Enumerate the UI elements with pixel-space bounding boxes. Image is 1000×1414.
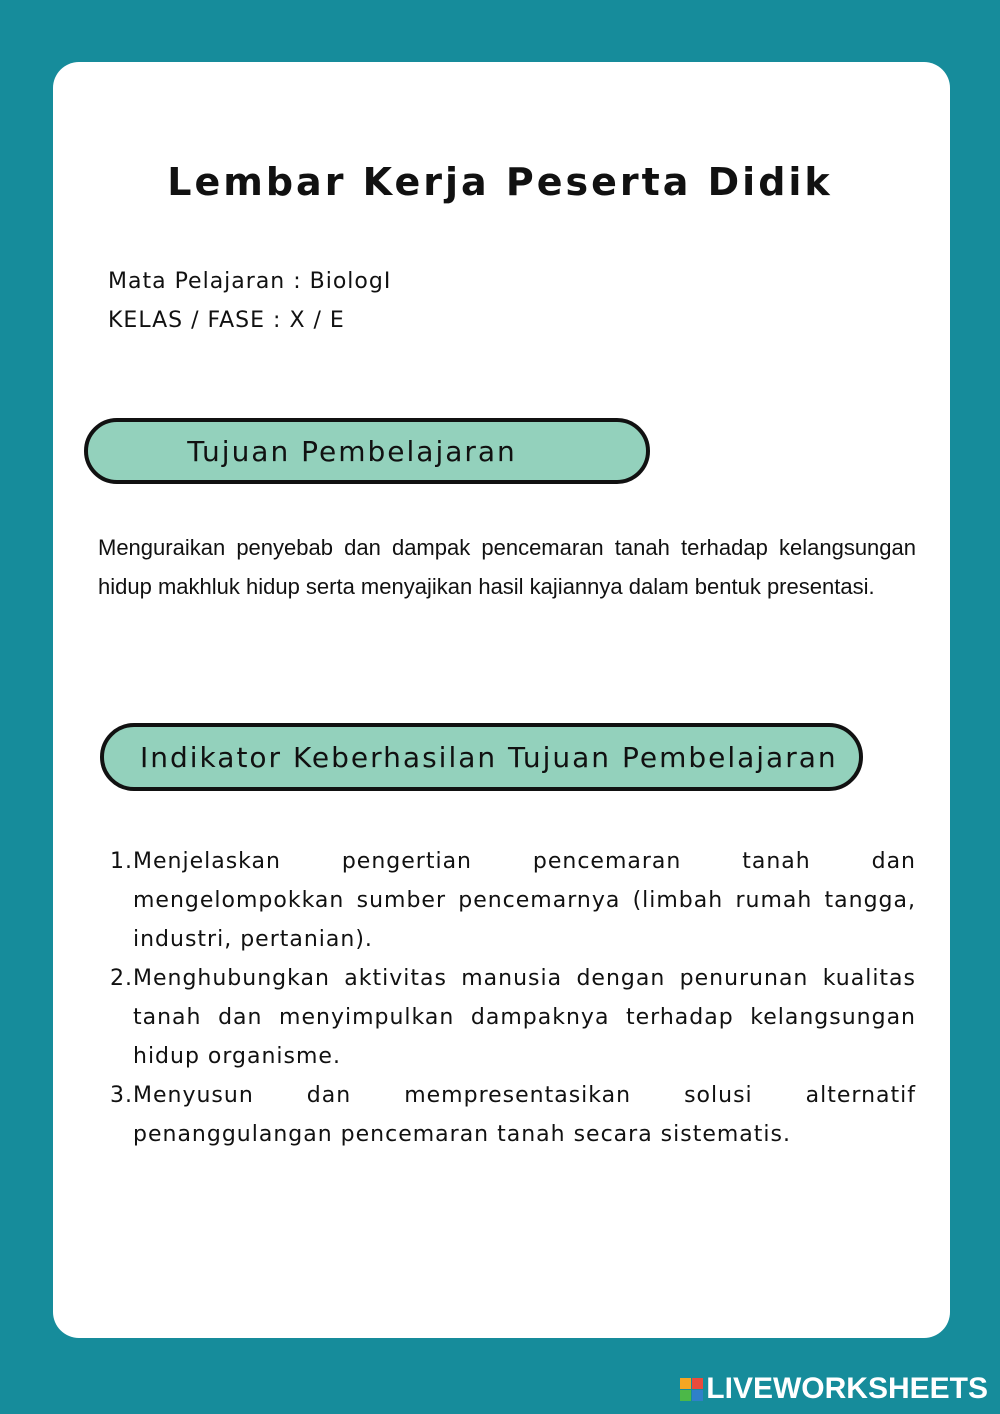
indicator-list xyxy=(100,842,916,1154)
objective-text: Menguraikan penyebab dan dampak pencemaran tanah terhadap kelangsungan hidup makhluk hidup serta menyajikan hasil kajiannya dalam bentuk presentasi. xyxy=(98,535,916,599)
liveworksheets-logo-icon xyxy=(680,1378,703,1401)
list-item-text: Menghubungkan aktivitas manusia dengan penurunan kualitas tanah dan menyimpulkan dampaknya terhadap kelangsungan hidup organisme. xyxy=(133,966,916,1069)
list-item-number: 2. xyxy=(110,966,133,991)
objective-heading: Tujuan Pembelajaran xyxy=(84,418,650,484)
liveworksheets-brand[interactable] xyxy=(680,1372,988,1406)
list-item xyxy=(100,959,916,1076)
list-item xyxy=(100,842,916,959)
list-item-number: 3. xyxy=(110,1083,133,1108)
list-item xyxy=(100,1076,916,1154)
list-item-text: Menyusun dan mempresentasikan solusi alternatif penanggulangan pencemaran tanah secara sistematis. xyxy=(133,1083,916,1147)
class-line: KELAS / FASE : X / E xyxy=(108,308,345,333)
indicator-heading: Indikator Keberhasilan Tujuan Pembelajaran xyxy=(100,723,863,791)
worksheet-meta xyxy=(108,262,391,340)
brand-text: LIVEWORKSHEETS xyxy=(706,1372,988,1405)
list-item-number: 1. xyxy=(110,849,133,874)
subject-line: Mata Pelajaran : BiologI xyxy=(108,269,392,294)
page-title: Lembar Kerja Peserta Didik xyxy=(167,160,833,204)
list-item-text: Menjelaskan pengertian pencemaran tanah dan mengelompokkan sumber pencemarnya (limbah rumah tangga, industri, pertanian). xyxy=(133,849,916,952)
